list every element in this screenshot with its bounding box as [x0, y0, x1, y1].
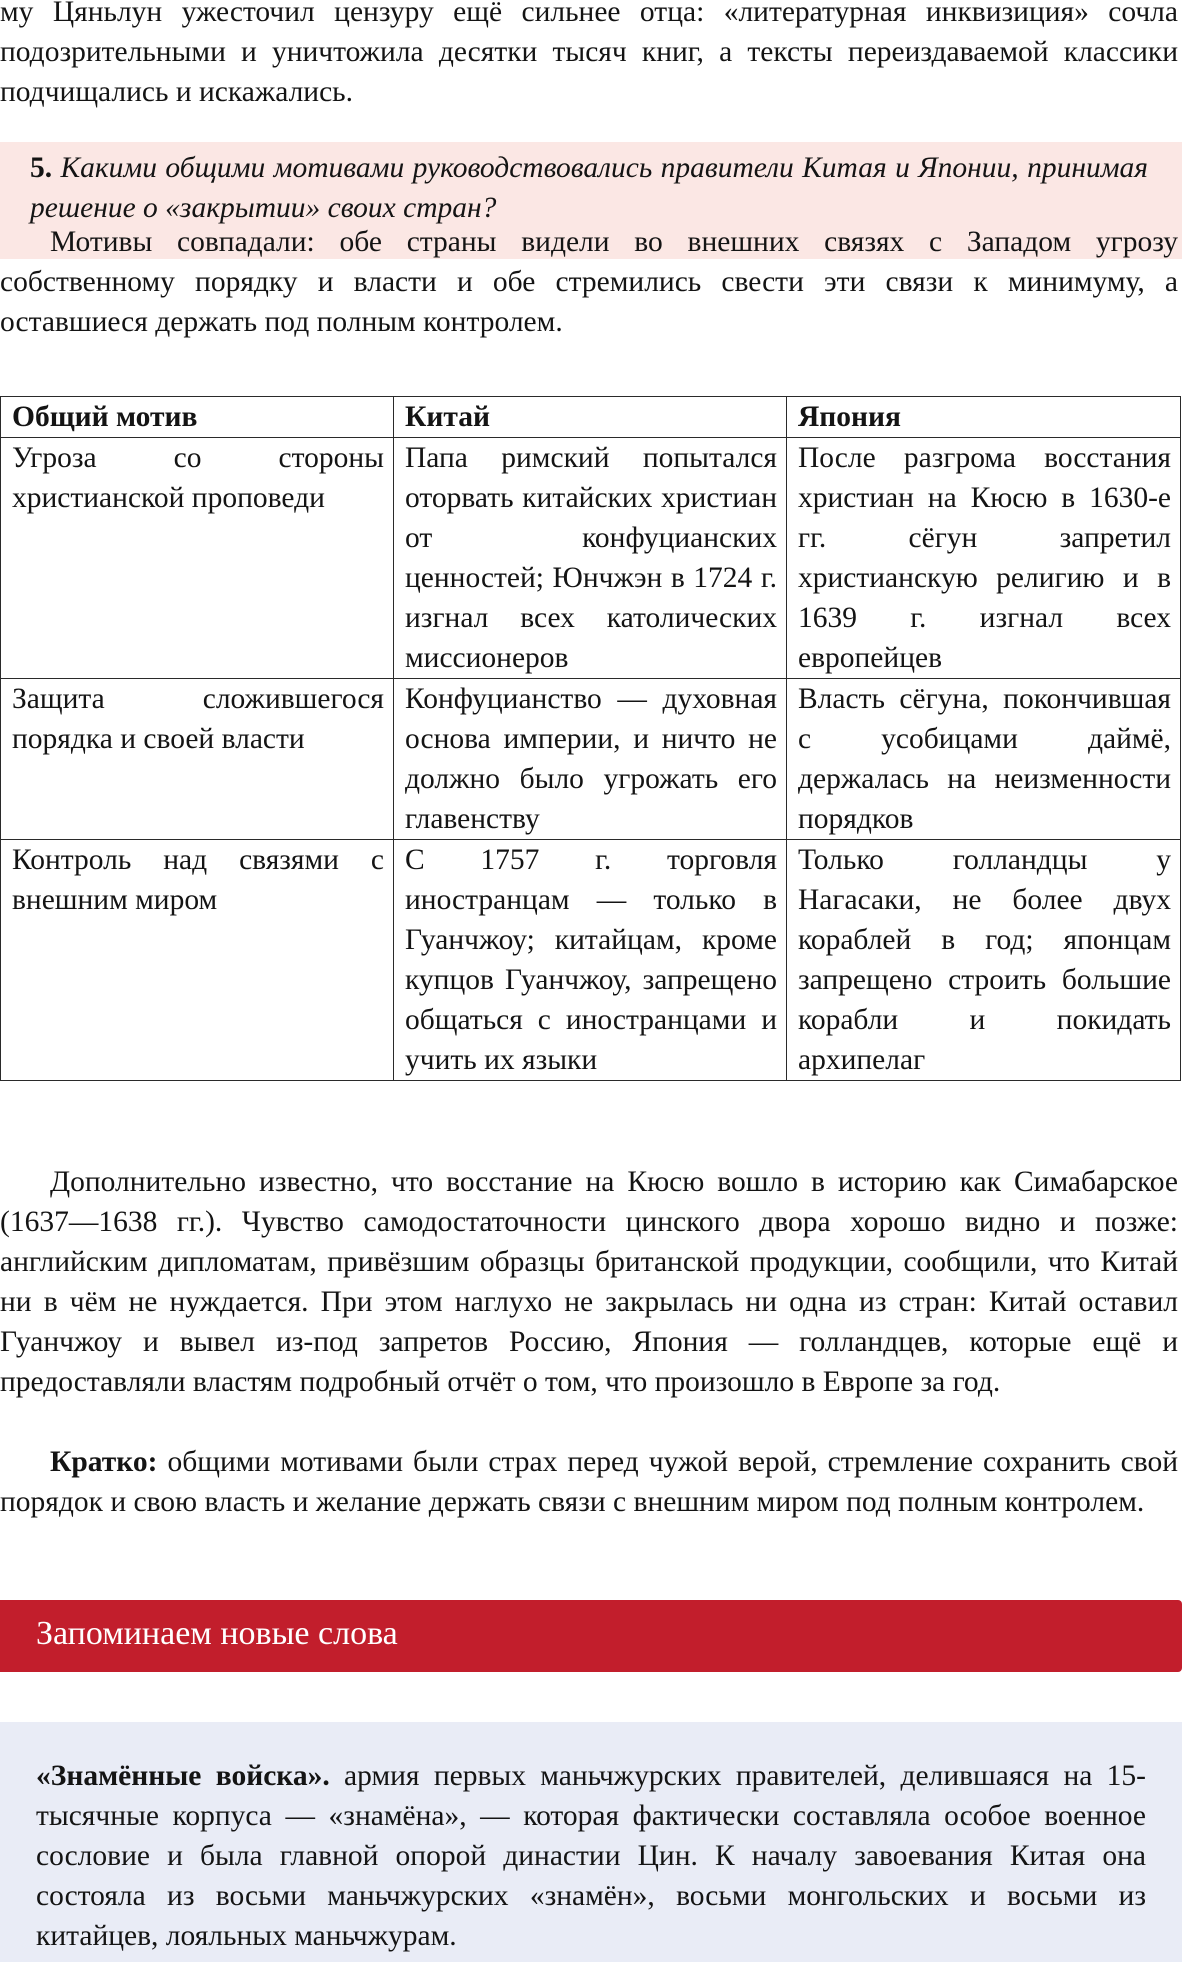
question-body: Какими общими мотивами руководствовались правители Китая и Японии, принимая решение о «закрытии» своих стран? [30, 152, 1148, 224]
table-cell-japan: Только голландцы у Нагасаки, не более двух кораблей в год; японцам запрещено строить большие корабли и покидать архипелаг [787, 840, 1181, 1081]
table-cell-china: Конфуцианство — духовная основа империи, и ничто не должно было угрожать его главенству [394, 679, 787, 840]
table-cell-japan: Власть сёгуна, покончившая с усобицами даймё, держалась на неизменности порядков [787, 679, 1181, 840]
glossary-entry [36, 1756, 1146, 1956]
table-cell-motive: Угроза со стороны христианской проповеди [1, 438, 394, 679]
table-row [1, 679, 1181, 840]
header-china: Китай [394, 397, 787, 438]
table-cell-japan: После разгрома восстания христиан на Кюсю в 1630-е гг. сёгун запретил христианскую религию и в 1639 г. изгнал всех европейцев [787, 438, 1181, 679]
intro-paragraph: му Цяньлун ужесточил цензуру ещё сильнее отца: «литературная инквизиция» сочла подозрительными и уничтожила десятки тысяч книг, а тексты переиздаваемой классики подчищались и искажались. [0, 0, 1178, 108]
extra-paragraph: Дополнительно известно, что восстание на Кюсю вошло в историю как Симабарское (1637—1638 гг.). Чувство самодостаточности цинского двора хорошо видно и позже: английским дипломатам, привёзшим образцы британской продукции, сообщили, что Китай ни в чём не нуждается. При этом наглухо не закрылась ни одна из стран: Китай оставил Гуанчжоу и вывел из-под запретов Россию, Япония — голландцев, которые ещё и предоставляли властям подробный отчёт о том, что произошло в Европе за год. [0, 1166, 1178, 1398]
summary-label: Кратко: [50, 1446, 158, 1478]
header-japan: Япония [787, 397, 1181, 438]
table-cell-china: Папа римский попытался оторвать китайских христиан от конфуцианских ценностей; Юнчжэн в 1724 г. изгнал всех католических миссионеров [394, 438, 787, 679]
glossary-box [0, 1722, 1182, 1962]
section-banner-title: Запоминаем новые слова [36, 1615, 398, 1652]
section-banner [0, 1600, 1182, 1672]
table-row [1, 840, 1181, 1081]
glossary-definition: армия первых маньчжурских правителей, делившаяся на 15-тысячные корпуса — «знамёна», — которая фактически составляла особое военное сословие и была главной опорой династии Цин. К началу завоевания Китая она состояла из восьми маньчжурских «знамён», восьми монгольских и восьми из китайцев, лояльных маньчжурам. [36, 1760, 1146, 1952]
question-text [30, 148, 1148, 228]
glossary-term: «Знамённые войска». [36, 1760, 330, 1792]
answer-paragraph: Мотивы совпадали: обе страны видели во внешних связях с Западом угрозу собственному порядку и власти и обе стремились свести эти связи к минимуму, а оставшиеся держать под полным контролем. [0, 226, 1178, 338]
question-number: 5. [30, 152, 53, 184]
table-header-row [1, 397, 1181, 438]
summary-paragraph [0, 1442, 1178, 1522]
table-row [1, 438, 1181, 679]
table-cell-china: С 1757 г. торговля иностранцам — только в Гуанчжоу; китайцам, кроме купцов Гуанчжоу, запрещено общаться с иностранцами и учить их языки [394, 840, 787, 1081]
header-motive: Общий мотив [1, 397, 394, 438]
summary-text: общими мотивами были страх перед чужой верой, стремление сохранить свой порядок и свою власть и желание держать связи с внешним миром под полным контролем. [0, 1446, 1178, 1518]
table-cell-motive: Защита сложившегося порядка и своей власти [1, 679, 394, 840]
motives-table [0, 396, 1181, 1081]
table-cell-motive: Контроль над связями с внешним миром [1, 840, 394, 1081]
